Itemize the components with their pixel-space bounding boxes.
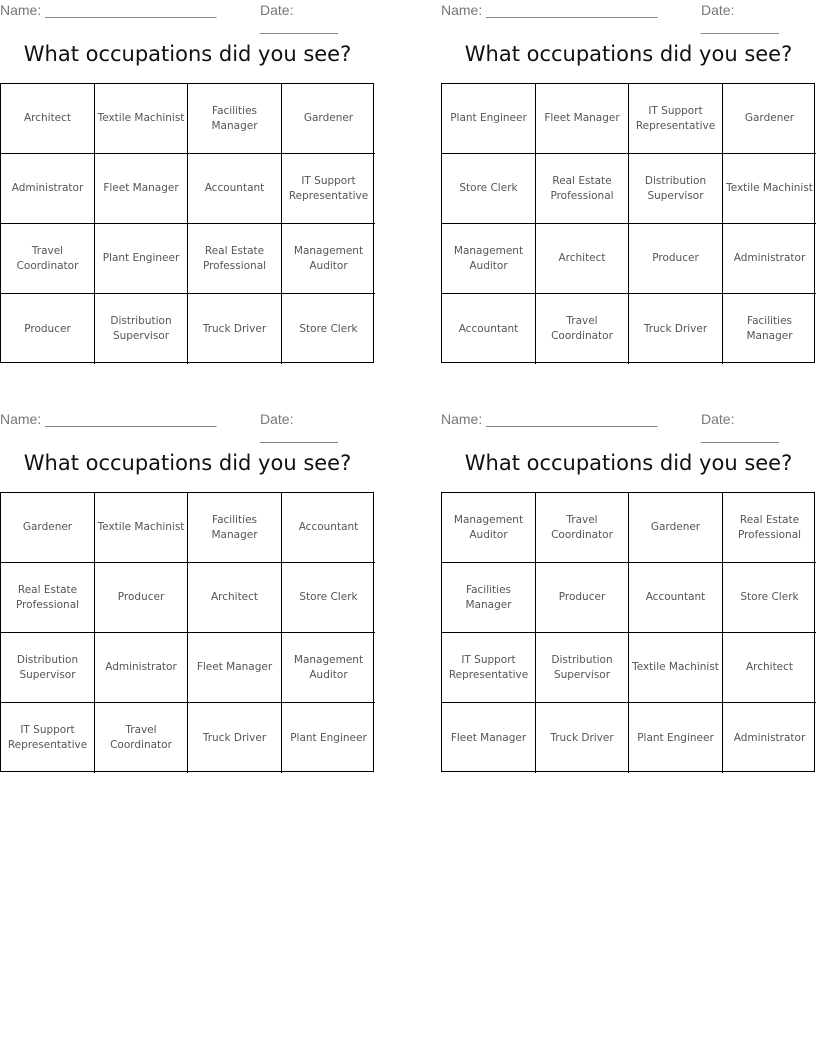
name-date-header [0,2,375,34]
name-date-header [441,411,816,443]
name-field[interactable]: Name: ______________________ [0,2,217,18]
bingo-cell: Gardener [723,84,816,154]
bingo-grid [0,492,374,772]
bingo-cell: Producer [629,224,723,294]
bingo-cell: Accountant [442,294,536,364]
date-field[interactable]: Date: __________ [260,411,338,443]
bingo-cell: Distribution Supervisor [1,633,95,703]
bingo-cell: Architect [188,563,282,633]
bingo-cell: Architect [536,224,629,294]
bingo-cell: Store Clerk [442,154,536,224]
bingo-cell: Textile Machinist [95,84,188,154]
bingo-cell: Fleet Manager [188,633,282,703]
name-field[interactable]: Name: ______________________ [441,2,658,18]
date-field[interactable]: Date: __________ [701,2,779,34]
bingo-cell: Architect [1,84,95,154]
bingo-cell: Truck Driver [629,294,723,364]
bingo-cell: Store Clerk [299,322,358,335]
bingo-cell: Plant Engineer [629,703,723,773]
bingo-cell: Management Auditor [442,493,536,563]
bingo-cell: Real Estate Professional [1,563,95,633]
bingo-cell: Accountant [188,154,282,224]
bingo-cell: Travel Coordinator [1,224,95,294]
bingo-cell: Producer [536,563,629,633]
bingo-cell: Producer [1,294,95,364]
bingo-cell: Truck Driver [188,703,282,773]
bingo-cell: IT Support Representative [442,633,536,703]
bingo-cell: Textile Machinist [95,493,188,563]
bingo-cell: Management Auditor [282,224,375,294]
name-field[interactable]: Name: ______________________ [441,411,658,427]
bingo-cell: Architect [723,633,816,703]
bingo-cell: Travel Coordinator [95,703,188,773]
bingo-cell: Truck Driver [536,703,629,773]
bingo-cell: Gardener [282,84,375,154]
bingo-cell: Administrator [1,154,95,224]
bingo-cell: IT Support Representative [1,703,95,773]
bingo-cell: Truck Driver [188,294,282,364]
name-field[interactable]: Name: ______________________ [0,411,217,427]
bingo-cell: IT Support Representative [282,154,375,224]
name-date-header [441,2,816,34]
bingo-cell: Travel Coordinator [536,294,629,364]
bingo-cell: Distribution Supervisor [95,294,188,364]
bingo-cell: Facilities Manager [188,493,282,563]
date-field[interactable]: Date: __________ [701,411,779,443]
bingo-cell: Management Auditor [282,633,375,703]
bingo-cell: Fleet Manager [536,84,629,154]
date-field[interactable]: Date: __________ [260,2,338,34]
bingo-cell: Administrator [733,731,806,744]
bingo-cell: Administrator [723,224,816,294]
bingo-cell: Travel Coordinator [536,493,629,563]
bingo-cell: Distribution Supervisor [536,633,629,703]
bingo-cell: Management Auditor [442,224,536,294]
bingo-cell: Real Estate Professional [188,224,282,294]
bingo-cell: Administrator [95,633,188,703]
bingo-cell: Gardener [1,493,95,563]
bingo-cell: Real Estate Professional [536,154,629,224]
bingo-cell: Facilities Manager [188,84,282,154]
card-title: What occupations did you see? [23,451,352,475]
bingo-cell: Store Clerk [282,563,375,633]
bingo-cell: Gardener [629,493,723,563]
bingo-cell: Producer [95,563,188,633]
bingo-cell: Accountant [629,563,723,633]
bingo-cell: Facilities Manager [746,315,793,342]
card-title: What occupations did you see? [23,42,352,66]
name-date-header [0,411,375,443]
card-title: What occupations did you see? [464,42,793,66]
bingo-cell: Real Estate Professional [723,493,816,563]
bingo-cell: Plant Engineer [95,224,188,294]
bingo-cell: Plant Engineer [290,731,367,744]
bingo-cell: Textile Machinist [723,154,816,224]
bingo-cell: Accountant [282,493,375,563]
bingo-cell: Store Clerk [723,563,816,633]
bingo-cell: Facilities Manager [442,563,536,633]
bingo-grid [441,492,815,772]
bingo-cell: Textile Machinist [629,633,723,703]
bingo-cell: Fleet Manager [95,154,188,224]
card-title: What occupations did you see? [464,451,793,475]
bingo-cell: IT Support Representative [629,84,723,154]
bingo-cell: Fleet Manager [442,703,536,773]
bingo-cell: Plant Engineer [442,84,536,154]
bingo-grid [0,83,374,363]
bingo-grid [441,83,815,363]
bingo-cell: Distribution Supervisor [629,154,723,224]
